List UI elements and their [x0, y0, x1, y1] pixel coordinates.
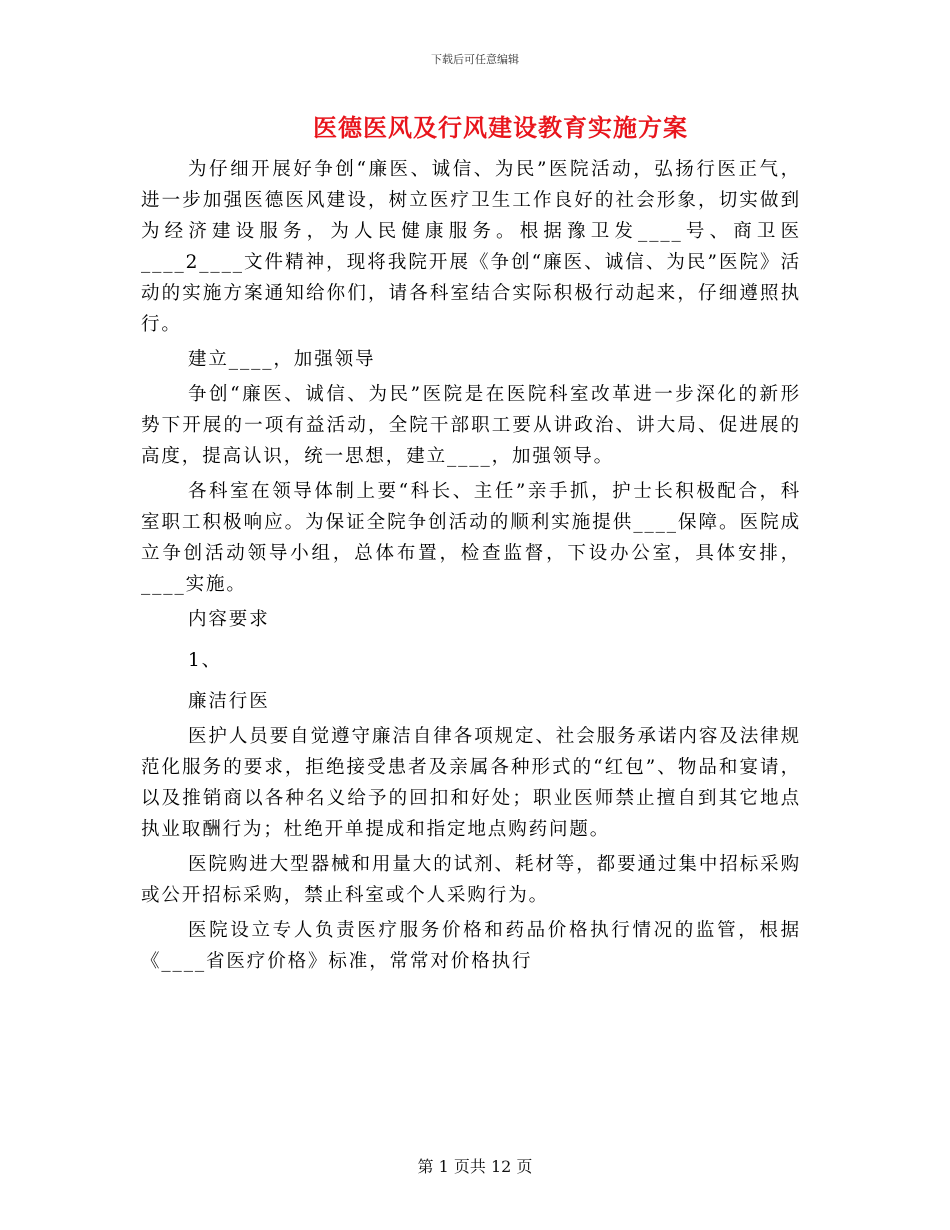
- document-body: [141, 154, 801, 977]
- price-supervision-paragraph: 医院设立专人负责医疗服务价格和药品价格执行情况的监管，根据《____省医疗价格》标准，常常对价格执行: [141, 920, 801, 972]
- section-heading-leadership: 建立____，加强领导: [188, 349, 376, 370]
- organization-paragraph: 各科室在领导体制上要“科长、主任”亲手抓，护士长积极配合，科室职工积极响应。为保证全院争创活动的顺利实施提供____保障。医院成立争创活动领导小组，总体布置，检查监督，下设办公室，具体安排，____实施。: [141, 481, 801, 595]
- honest-practice-paragraph: 医护人员要自觉遵守廉洁自律各项规定、社会服务承诺内容及法律规范化服务的要求，拒绝接受患者及亲属各种形式的“红包”、物品和宴请，以及推销商以各种名义给予的回扣和好处；职业医师禁止擅自到其它地点执业取酬行为；杜绝开单提成和指定地点购药问题。: [141, 726, 801, 840]
- leadership-paragraph: 争创“廉医、诚信、为民”医院是在医院科室改革进一步深化的新形势下开展的一项有益活动，全院干部职工要从讲政治、讲大局、促进展的高度，提高认识，统一思想，建立____，加强领导。: [141, 384, 801, 467]
- page-number-footer: 第 1 页共 12 页: [417, 1157, 533, 1176]
- intro-paragraph: 为仔细开展好争创“廉医、诚信、为民”医院活动，弘扬行医正气，进一步加强医德医风建设，树立医疗卫生工作良好的社会形象，切实做到为经济建设服务，为人民健康服务。根据豫卫发____号、商卫医____2____文件精神，现将我院开展《争创“廉医、诚信、为民”医院》活动的实施方案通知给你们，请各科室结合实际积极行动起来，仔细遵照执行。: [141, 159, 801, 335]
- procurement-paragraph: 医院购进大型器械和用量大的试剂、耗材等，都要通过集中招标采购或公开招标采购，禁止科室或个人采购行为。: [141, 854, 801, 906]
- section-heading-requirements: 内容要求: [188, 609, 270, 630]
- list-number-1: 1、: [188, 650, 223, 671]
- page-header-note: 下载后可任意编辑: [431, 53, 519, 66]
- document-title: 医德医风及行风建设教育实施方案: [313, 113, 688, 142]
- subheading-honest-practice: 廉洁行医: [188, 691, 270, 712]
